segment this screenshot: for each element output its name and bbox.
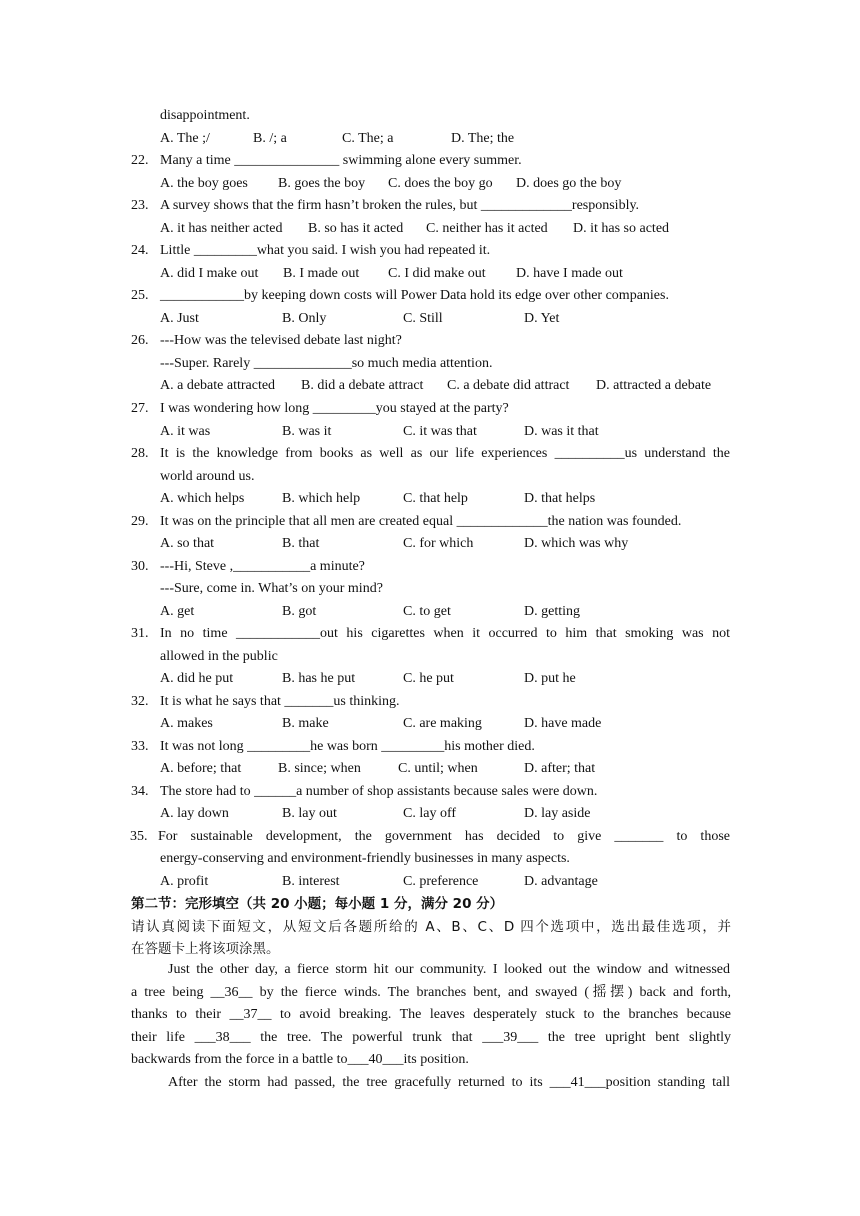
option-a: A. so that [160,536,215,551]
option-a: A. it has neither acted [160,221,283,236]
option-c: C. neither has it acted [426,221,548,236]
question-stem: allowed in the public [160,649,278,664]
question-stem: world around us. [160,469,255,484]
question-number: 32. [131,694,149,709]
question-number: 25. [131,288,149,303]
question-stem: Little _________what you said. I wish you had repeated it. [160,243,491,258]
passage-line: their life ___38___ the tree. The powerful trunk that ___39___ the tree upright bent slightly [131,1030,731,1045]
question-number: 26. [131,333,149,348]
option-c: C. it was that [403,424,477,439]
question-number: 35. [130,829,148,844]
question-stem: For sustainable development, the government has decided to give _______ to those [158,829,730,844]
question-number: 28. [131,446,149,461]
option-d: D. Yet [524,311,560,326]
option-d: D. after; that [524,761,596,776]
option-d: D. was it that [524,424,599,439]
question-stem: ---Hi, Steve ,___________a minute? [160,559,365,574]
question-number: 30. [131,559,149,574]
option-b: B. Only [282,311,327,326]
option-d: D. it has so acted [573,221,670,236]
option-d: D. getting [524,604,580,619]
question-stem: A survey shows that the firm hasn’t broken the rules, but _____________responsibly. [160,198,640,213]
option-a: A. The ;/ [160,131,210,146]
option-a: A. did he put [160,671,234,686]
question-stem: I was wondering how long _________you stayed at the party? [160,401,509,416]
option-c: C. preference [403,874,479,889]
question-stem: The store had to ______a number of shop assistants because sales were down. [160,784,598,799]
option-c: C. The; a [342,131,394,146]
option-b: B. I made out [283,266,360,281]
question-number: 24. [131,243,149,258]
option-a: A. lay down [160,806,229,821]
option-c: C. Still [403,311,443,326]
option-d: D. does go the boy [516,176,622,191]
passage-line: Just the other day, a fierce storm hit our community. I looked out the window and witnessed [168,962,730,977]
option-d: D. put he [524,671,576,686]
option-b: B. interest [282,874,340,889]
passage-line: a tree being __36__ by the fierce winds. The branches bent, and swayed (摇摆) back and forth, [131,985,731,1000]
option-b: B. so has it acted [308,221,404,236]
question-stem: ____________by keeping down costs will Power Data hold its edge over other companies. [160,288,669,303]
question-number: 29. [131,514,149,529]
question-stem: ---How was the televised debate last night? [160,333,402,348]
option-a: A. profit [160,874,209,889]
option-d: D. attracted a debate [596,378,712,393]
q21-continuation: disappointment. [160,108,250,123]
option-b: B. make [282,716,329,731]
option-a: A. did I make out [160,266,259,281]
option-b: B. /; a [253,131,287,146]
option-b: B. lay out [282,806,337,821]
option-c: C. until; when [398,761,478,776]
option-a: A. which helps [160,491,245,506]
option-c: C. that help [403,491,468,506]
option-b: B. was it [282,424,332,439]
question-stem: In no time ____________out his cigarettes when it occurred to him that smoking was not [160,626,730,641]
question-stem: It was on the principle that all men are created equal _____________the nation was founded. [160,514,682,529]
option-c: C. are making [403,716,482,731]
option-c: C. a debate did attract [447,378,570,393]
option-b: B. since; when [278,761,361,776]
option-b: B. goes the boy [278,176,366,191]
option-c: C. to get [403,604,451,619]
option-d: D. lay aside [524,806,591,821]
passage-line: backwards from the force in a battle to___40___its position. [131,1052,469,1067]
passage-line: thanks to their __37__ to avoid breaking. The leaves desperately stuck to the branches because [131,1007,731,1022]
question-stem: It is what he says that _______us thinking. [160,694,400,709]
question-number: 34. [131,784,149,799]
question-number: 31. [131,626,149,641]
section-title: 第二节：完形填空（共 20 小题；每小题 1 分，满分 20 分） [131,896,504,912]
option-b: B. has he put [282,671,356,686]
option-b: B. did a debate attract [301,378,424,393]
question-stem: It was not long _________he was born _________his mother died. [160,739,535,754]
option-c: C. for which [403,536,474,551]
option-a: A. a debate attracted [160,378,276,393]
question-number: 27. [131,401,149,416]
option-d: D. The; the [451,131,515,146]
option-a: A. makes [160,716,213,731]
question-stem: Many a time _______________ swimming alone every summer. [160,153,522,168]
option-a: A. Just [160,311,199,326]
option-b: B. which help [282,491,361,506]
option-c: C. he put [403,671,454,686]
question-stem: ---Super. Rarely ______________so much media attention. [160,356,493,371]
option-c: C. does the boy go [388,176,493,191]
option-c: C. lay off [403,806,457,821]
option-c: C. I did make out [388,266,486,281]
option-a: A. before; that [160,761,242,776]
passage-line: After the storm had passed, the tree gracefully returned to its ___41___position standing tall [168,1075,730,1090]
section-instructions: 请认真阅读下面短文，从短文后各题所给的 A、B、C、D 四个选项中，选出最佳选项，并 [131,919,731,935]
option-a: A. the boy goes [160,176,248,191]
option-d: D. advantage [524,874,598,889]
option-d: D. that helps [524,491,596,506]
question-stem: ---Sure, come in. What’s on your mind? [160,581,383,596]
option-a: A. get [160,604,195,619]
section-instructions: 在答题卡上将该项涂黑。 [131,941,280,957]
question-number: 22. [131,153,149,168]
option-a: A. it was [160,424,211,439]
option-b: B. that [282,536,320,551]
option-b: B. got [282,604,317,619]
question-stem: It is the knowledge from books as well as our life experiences __________us understand the [160,446,730,461]
question-number: 23. [131,198,149,213]
question-stem: energy-conserving and environment-friendly businesses in many aspects. [160,851,570,866]
option-d: D. have I made out [516,266,623,281]
question-number: 33. [131,739,149,754]
option-d: D. have made [524,716,602,731]
option-d: D. which was why [524,536,629,551]
